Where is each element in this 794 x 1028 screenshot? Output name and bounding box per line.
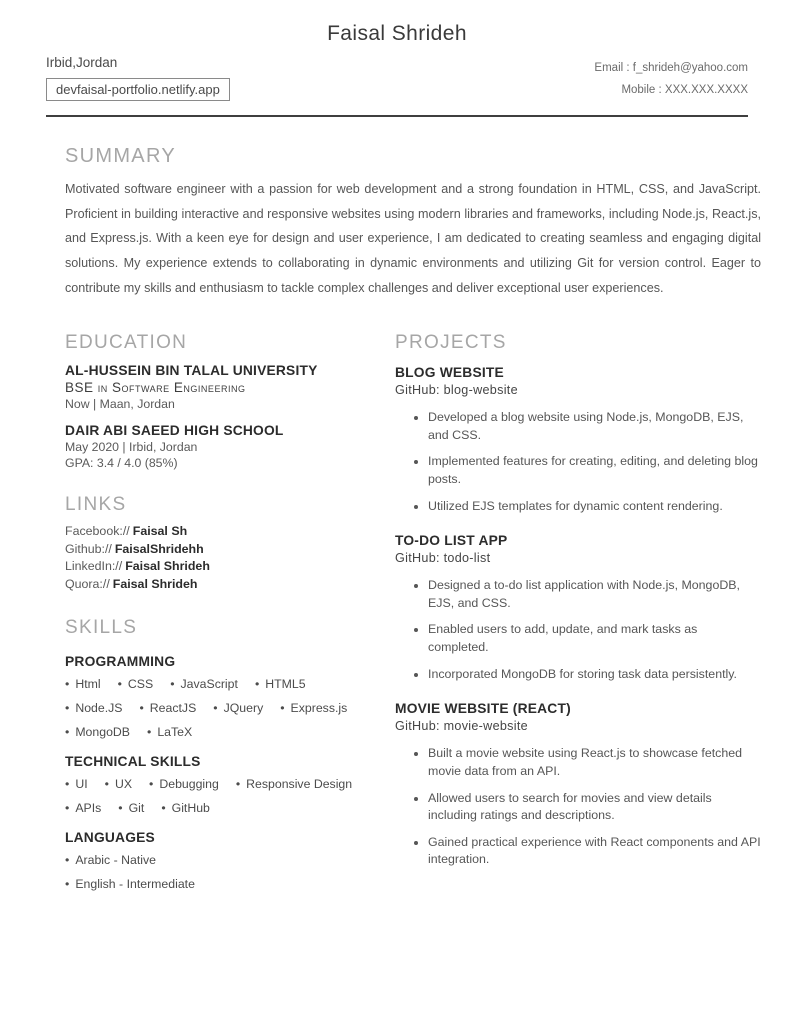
location-text: Irbid,Jordan (46, 55, 118, 70)
skill-item: • MongoDB (65, 725, 130, 739)
email-text: Email : f_shrideh@yahoo.com (594, 62, 748, 74)
resume-body (0, 145, 794, 901)
skill-item: • CSS (118, 677, 154, 691)
mobile-text: Mobile : XXX.XXX.XXXX (621, 84, 748, 97)
school-name: DAIR ABI SAEED HIGH SCHOOL (65, 423, 284, 439)
skill-row (65, 725, 365, 739)
links-list (65, 524, 365, 591)
contact-row (0, 46, 794, 102)
skill-item: • APIs (65, 801, 101, 815)
candidate-name: Faisal Shrideh (327, 22, 467, 45)
project-bullet: • Designed a to-do list application with Node.js, MongoDB, EJS, and CSS. (428, 577, 761, 612)
skill-group-programming (65, 654, 365, 739)
links-section (65, 494, 365, 591)
two-column-layout (65, 332, 761, 901)
skill-item: • English - Intermediate (65, 877, 195, 891)
education-entry (65, 363, 365, 411)
project-bullets (395, 409, 761, 515)
projects-section (395, 332, 761, 869)
link-handle: Faisal Shrideh (112, 576, 198, 591)
education-entry (65, 423, 365, 470)
school-name: AL-HUSSEIN BIN TALAL UNIVERSITY (65, 363, 318, 379)
skill-group-title: PROGRAMMING (65, 653, 176, 669)
project-blog-website (395, 365, 761, 515)
right-column (395, 332, 761, 901)
link-quora[interactable] (65, 577, 365, 591)
skill-item: • UI (65, 777, 88, 791)
skill-row (65, 853, 365, 867)
link-handle: Faisal Shrideh (125, 559, 210, 574)
projects-heading: PROJECTS (395, 332, 507, 354)
skill-item: • UX (105, 777, 132, 791)
project-repo: GitHub: movie-website (395, 719, 528, 734)
contact-right (594, 55, 748, 102)
link-platform: Facebook:// (65, 524, 130, 539)
skills-heading: SKILLS (65, 616, 138, 638)
link-github[interactable] (65, 542, 365, 556)
skill-item: • JavaScript (170, 677, 238, 691)
header (0, 0, 794, 117)
skill-item: • ReactJS (139, 701, 196, 715)
education-section (65, 332, 365, 470)
summary-section (65, 145, 761, 300)
project-bullet: • Utilized EJS templates for dynamic content rendering. (428, 498, 761, 516)
skill-row (65, 877, 365, 891)
gpa-text: GPA: 3.4 / 4.0 (85%) (65, 456, 178, 471)
project-bullet: • Allowed users to search for movies and view details including ratings and descriptions. (428, 790, 761, 825)
project-bullets (395, 577, 761, 683)
project-bullet: • Enabled users to add, update, and mark tasks as completed. (428, 621, 761, 656)
link-facebook[interactable] (65, 524, 365, 538)
link-platform: LinkedIn:// (65, 559, 123, 574)
education-date-location: May 2020 | Irbid, Jordan (65, 440, 198, 455)
project-todo-list (395, 533, 761, 683)
skill-row (65, 701, 365, 715)
skill-group-title: TECHNICAL SKILLS (65, 753, 201, 769)
skill-item: • Git (118, 801, 144, 815)
skill-item: • Express.js (280, 701, 347, 715)
link-platform: Github:// (65, 541, 112, 556)
skill-row (65, 677, 365, 691)
skill-item: • LaTeX (147, 725, 192, 739)
degree-name: BSE in Software Engineering (65, 380, 246, 396)
project-title: MOVIE WEBSITE (REACT) (395, 701, 571, 717)
skill-item: • HTML5 (255, 677, 306, 691)
skill-item: • Node.JS (65, 701, 122, 715)
links-heading: LINKS (65, 494, 127, 516)
project-bullets (395, 745, 761, 869)
skills-section (65, 617, 365, 891)
skill-item: • Responsive Design (236, 777, 352, 791)
skill-item: • JQuery (213, 701, 263, 715)
education-date-location: Now | Maan, Jordan (65, 397, 175, 412)
link-linkedin[interactable] (65, 559, 365, 573)
project-bullet: • Implemented features for creating, editing, and deleting blog posts. (428, 453, 761, 488)
skill-item: • Html (65, 677, 101, 691)
project-title: BLOG WEBSITE (395, 365, 504, 381)
skill-item: • Arabic - Native (65, 853, 156, 867)
skill-row (65, 801, 365, 815)
link-handle: Faisal Sh (132, 524, 188, 539)
summary-text: Motivated software engineer with a passion for web development and a strong foundation in HTML, CSS, and JavaScript. Proficient in building interactive and responsive websites using modern libraries and frameworks, including Node.js, React.js, and Express.js. With a keen eye for design and user experience, I am dedicated to creating seamless and engaging digital solutions. My experience extends to collaborating in dynamic environments and utilizing Git for version control. Eager to contribute my skills and enthusiasm to tackle complex challenges and deliver exceptional user experiences. (65, 181, 761, 295)
project-bullet: • Incorporated MongoDB for storing task data persistently. (428, 666, 761, 684)
project-repo: GitHub: todo-list (395, 551, 491, 566)
link-handle: FaisalShridehh (114, 541, 204, 556)
portfolio-link[interactable]: devfaisal-portfolio.netlify.app (46, 78, 230, 101)
skill-group-languages (65, 830, 365, 891)
project-movie-website (395, 701, 761, 869)
skill-group-technical (65, 754, 365, 815)
skill-group-title: LANGUAGES (65, 829, 155, 845)
skill-item: • GitHub (161, 801, 210, 815)
project-bullet: • Built a movie website using React.js to showcase fetched movie data from an API. (428, 745, 761, 780)
summary-heading: SUMMARY (65, 144, 176, 167)
education-heading: EDUCATION (65, 332, 188, 354)
link-platform: Quora:// (65, 576, 110, 591)
project-repo: GitHub: blog-website (395, 383, 518, 398)
contact-left (46, 55, 230, 101)
project-bullet: • Developed a blog website using Node.js, MongoDB, EJS, and CSS. (428, 409, 761, 444)
skill-row (65, 777, 365, 791)
skill-item: • Debugging (149, 777, 219, 791)
project-title: TO-DO LIST APP (395, 533, 508, 549)
project-bullet: • Gained practical experience with React components and API integration. (428, 834, 761, 869)
header-divider (46, 115, 748, 117)
left-column (65, 332, 365, 901)
